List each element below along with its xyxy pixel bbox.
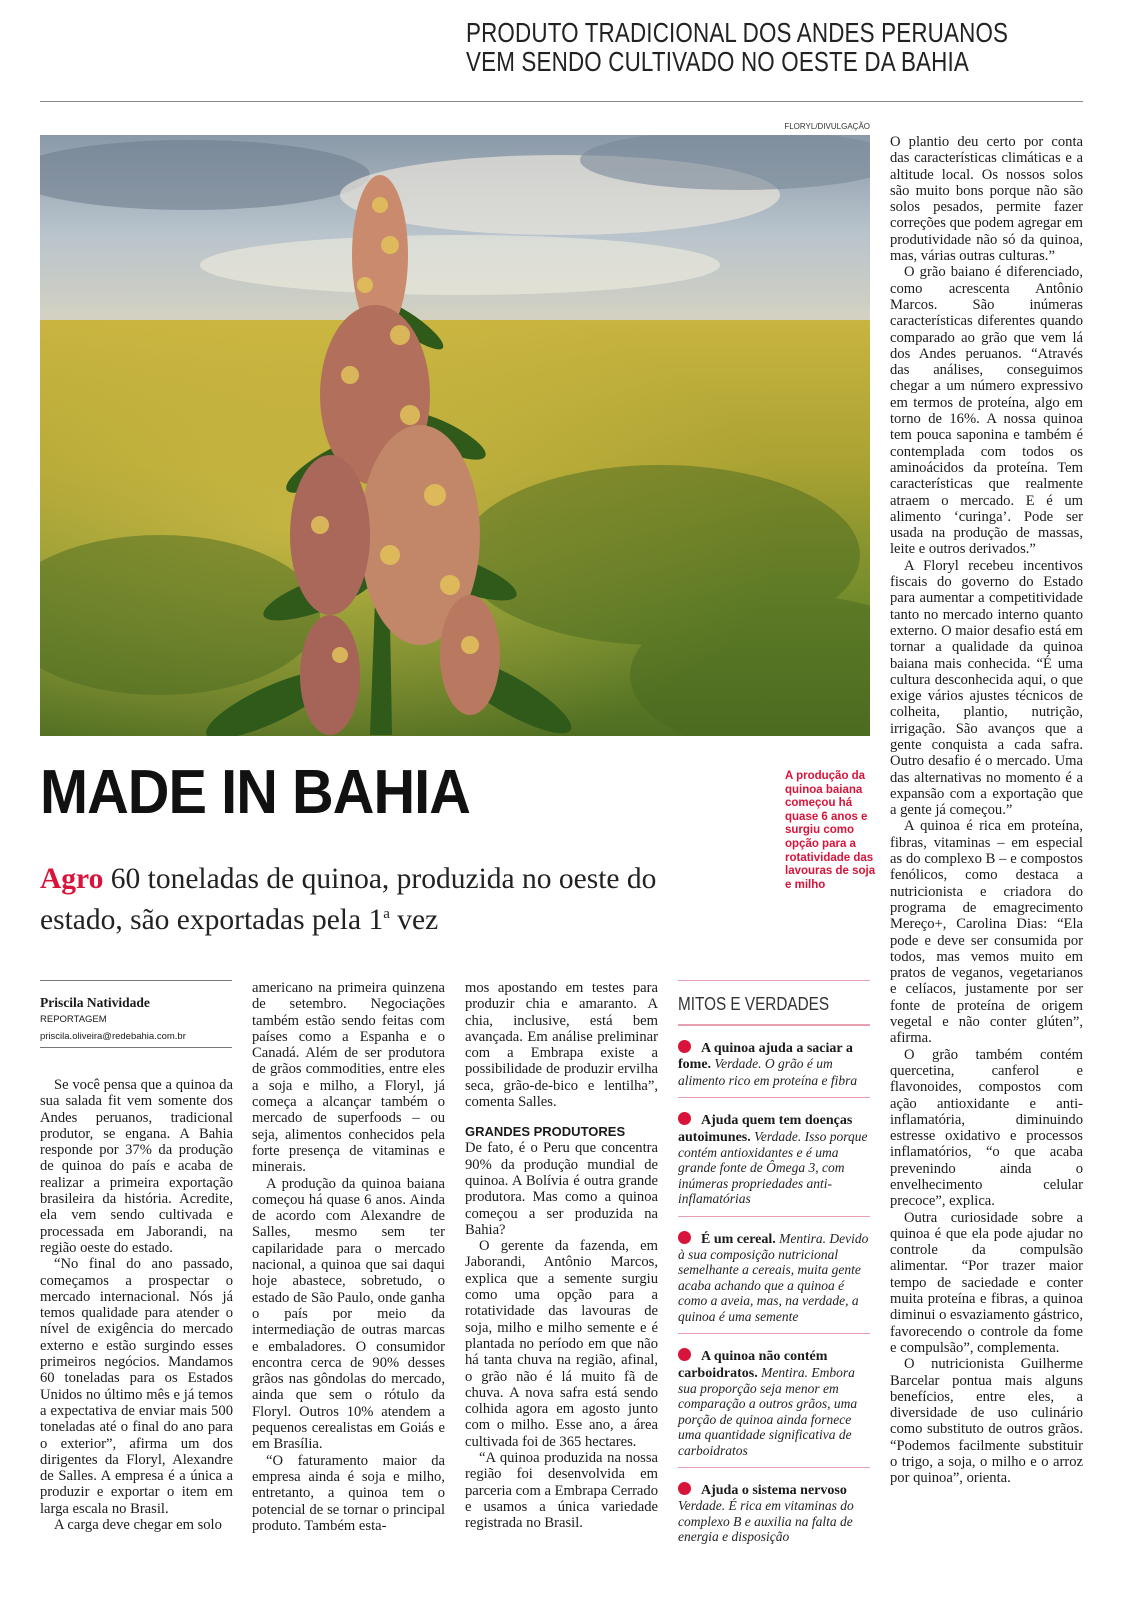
myth-claim: A quinoa ajuda a saciar a fome. — [678, 1041, 853, 1073]
myth-claim: Ajuda o sistema nervoso — [701, 1482, 847, 1498]
myth-claim: É um cereal. — [701, 1231, 776, 1247]
divider — [40, 101, 1083, 102]
quinoa-plant-image — [40, 135, 870, 736]
paragraph: O nutricionista Guilherme Barcelar pontua mais alguns benefícios, entre eles, a diversidade de uso culinário como substituto de outros grãos. “Podemos facilmente substituir o trigo, a soja, o milho e o arroz por quinoa”, orienta. — [890, 1356, 1083, 1487]
subheadline — [40, 862, 660, 938]
kicker-line: PRODUTO TRADICIONAL DOS ANDES PERUANOS — [466, 17, 1009, 48]
myth-claim: Ajuda quem tem doenças autoimunes. — [678, 1113, 853, 1145]
myth-answer: Verdade. Isso porque contém antioxidantes e é uma grande fonte de Ômega 3, com inúmeras propriedades anti-inflamatórias — [678, 1128, 868, 1207]
paragraph: Outra curiosidade sobre a quinoa é que ela pode ajudar no controle da compulsão alimentar. “Por trazer maior tempo de saciedade e conter muita proteína e fibras, a quinoa diminui o esvaziamento gástrico, favorecendo o controle da fome e compulsão”, complementa. — [890, 1209, 1083, 1356]
paragraph: A quinoa é rica em proteína, fibras, vitaminas – em especial as do complexo B – e compostos fenólicos, como destaca a nutricionista e criadora do programa de emagrecimento Mereço+, Carolina Dias: “Ela pode e deve ser consumida por todos, mas vemos muito em pratos de veganos, vegetarianos e celíacos, justamente por ser fonte de proteína de origem vegetal e não conter glúten”, afirma. — [890, 818, 1083, 1047]
box-title: MITOS E VERDADES — [678, 994, 830, 1014]
paragraph: “A quinoa produzida na nossa região foi desenvolvida em parceria com a Embrapa Cerrado e usamos a única variedade registrada no Brasil. — [465, 1450, 658, 1532]
paragraph: A Floryl recebeu incentivos fiscais do governo do Estado para aumentar a competitividade tanto no mercado interno quanto externo. O maior desafio está em tornar a qualidade da quinoa baiana mais conhecida. “É uma cultura desconhecida aqui, o que exige vários ajustes técnicos de colheita, plantio, nutrição, irrigação. São avanços que a gente conquista a cada safra. Outro desafio é o mercado. Uma das alternativas no momento é a expansão com a exportação que a gente já começou.” — [890, 557, 1083, 819]
article-column-2 — [252, 980, 445, 1534]
section-subhead: GRANDES PRODUTORES — [465, 1124, 626, 1140]
article-column-right — [890, 134, 1083, 1487]
subheadline-end: vez — [389, 903, 439, 936]
article-column-1 — [40, 1077, 233, 1533]
photo-caption: A produção da quinoa baiana começou há quase 6 anos e surgiu como opção para a rotatividade das lavouras de soja e milho — [785, 770, 876, 891]
byline — [40, 980, 232, 1048]
myth-answer: Mentira. Embora sua proporção seja menor em comparação a outros grãos, uma porção de quinoa ainda fornece uma quantidade significativa de carboidratos — [678, 1364, 858, 1458]
myths-and-facts-box — [678, 980, 870, 1554]
myth-item — [678, 1333, 870, 1467]
myth-answer: Mentira. Devido à sua composição nutricional semelhante a cereais, muita gente acaba achando que a quinoa é como a aveia, mas, na verdade, a quinoa é uma semente — [678, 1230, 869, 1324]
myth-item — [678, 1467, 870, 1554]
author-name: Priscila Natividade — [40, 995, 150, 1010]
myth-answer: Verdade. É rica em vitaminas do complexo B e auxilia na falta de energia e disposição — [678, 1498, 854, 1545]
myth-claim: A quinoa não contém carboidratos. — [678, 1349, 828, 1381]
bullet-icon — [678, 1482, 691, 1495]
paragraph: mos apostando em testes para produzir chia e amaranto. A chia, inclusive, está bem avançada. Em análise preliminar com a Embrapa existe a possibilidade de produzir ervilha seca, grão-de-bico e lentilha”, comenta Salles. — [465, 980, 658, 1111]
paragraph: De fato, é o Peru que concentra 90% da produção mundial de quinoa. A Bolívia é outra grande produtora. Mas como a quinoa começou a ser produzida na Bahia? — [465, 1140, 658, 1238]
quinoa-field-photo — [40, 135, 870, 736]
kicker-line: VEM SENDO CULTIVADO NO OESTE DA BAHIA — [466, 46, 969, 77]
paragraph: Se você pensa que a quinoa da sua salada fit vem somente dos Andes peruanos, tradicional produtor, se engana. A Bahia responde por 37% da produção de quinoa do país e acaba de realizar a primeira exportação brasileira da história. Acredite, ela vem sendo cultivada e processada em Jaborandi, na região oeste do estado. — [40, 1077, 233, 1256]
paragraph: A produção da quinoa baiana começou há quase 6 anos. Ainda de acordo com Alexandre de Salles, mesmo sem ter capilaridade para o mercado nacional, a quinoa que sai daqui hoje abastece, sobretudo, o estado de São Paulo, onde ganha o país por meio da intermediação de outras marcas e embaladores. O consumidor encontra cerca de 90% desses grãos nas gôndolas do mercado, ainda que sem o rótulo da Floryl. Outros 10% atendem a pequenos cerealistas em Goiás e em Brasília. — [252, 1175, 445, 1453]
article-column-3 — [465, 980, 658, 1532]
myth-item — [678, 1097, 870, 1215]
bullet-icon — [678, 1348, 691, 1361]
headline: MADE IN BAHIA — [40, 758, 470, 827]
author-role: REPORTAGEM — [40, 1014, 107, 1025]
myth-answer: Verdade. O grão é um alimento rico em proteína e fibra — [678, 1056, 858, 1088]
paragraph: O grão também contém quercetina, canferol e flavonoides, compostos com ação antioxidante e anti-inflamatória, diminuindo estresse oxidativo e processos inflamatórios, “o que acaba prevenindo ainda o envelhecimento celular precoce”, explica. — [890, 1046, 1083, 1210]
photo-credit: FLORYL/DIVULGAÇÃO — [784, 122, 870, 131]
author-email[interactable]: priscila.oliveira@redebahia.com.br — [40, 1031, 186, 1042]
section-tag: Agro — [40, 863, 104, 895]
paragraph: O grão baiano é diferenciado, como acrescenta Antônio Marcos. São inúmeras características diferentes quando comparado ao grão que vem lá dos Andes peruanos. “Através das análises, conseguimos chegar a um número expressivo em termos de proteína, algo em torno de 16%. A nossa quinoa tem pouca saponina e também é contemplada com todos os aminoácidos da proteína. Tem características que realmente atraem o mercado. E é um alimento ‘curinga’. Pode ser usada na produção de massas, leite e outros derivados.” — [890, 264, 1083, 558]
bullet-icon — [678, 1112, 691, 1125]
kicker — [466, 18, 1008, 76]
myth-item — [678, 1025, 870, 1097]
subheadline-ordinal: a — [383, 906, 390, 922]
bullet-icon — [678, 1231, 691, 1244]
paragraph: A carga deve chegar em solo — [54, 1517, 222, 1534]
myth-item — [678, 1216, 870, 1333]
subheadline-text: 60 toneladas de quinoa, produzida no oeste do estado, são exportadas pela 1 — [40, 863, 657, 936]
paragraph: americano na primeira quinzena de setembro. Negociações também estão sendo feitas com países como a Espanha e o Canadá. Além de ser produtora de grãos commodities, entre eles a soja e milho, a Floryl, já começa a alcançar também o mercado de superfoods – ou seja, alimentos conhecidos pela forte presença de vitaminas e minerais. — [252, 980, 445, 1176]
paragraph: “No final do ano passado, começamos a prospectar o mercado internacional. Nós já temos qualidade para atender o nível de exigência do mercado externo e estão surgindo esses primeiros negócios. Mandamos 60 toneladas para os Estados Unidos no último mês e já temos a expectativa de enviar mais 500 toneladas até o final do ano para o exterior”, afirma um dos dirigentes da Floryl, Alexandre de Salles. A empresa é a única a produzir e exportar o item em larga escala no Brasil. — [40, 1256, 233, 1517]
paragraph: O gerente da fazenda, em Jaborandi, Antônio Marcos, explica que a semente surgiu como uma opção para a rotatividade das lavouras de soja, milho e milho semente e é plantada no período em que não há tanta chuva na região, afinal, o grão não é lá muito fã de chuva. A nova safra está sendo colhida agora em agosto junto com o milho. Esse ano, a área cultivada foi de 365 hectares. — [465, 1238, 658, 1450]
bullet-icon — [678, 1040, 691, 1053]
paragraph: “O faturamento maior da empresa ainda é soja e milho, entretanto, a quinoa tem o potencial de se tornar o principal produto. Também esta- — [252, 1452, 445, 1534]
paragraph: O plantio deu certo por conta das características climáticas e a altitude local. Os nossos solos são muito bons porque não são solos pesados, permite fazer correções que podem agregar em produtividade não só da quinoa, mas, várias outras culturas.” — [890, 134, 1083, 265]
